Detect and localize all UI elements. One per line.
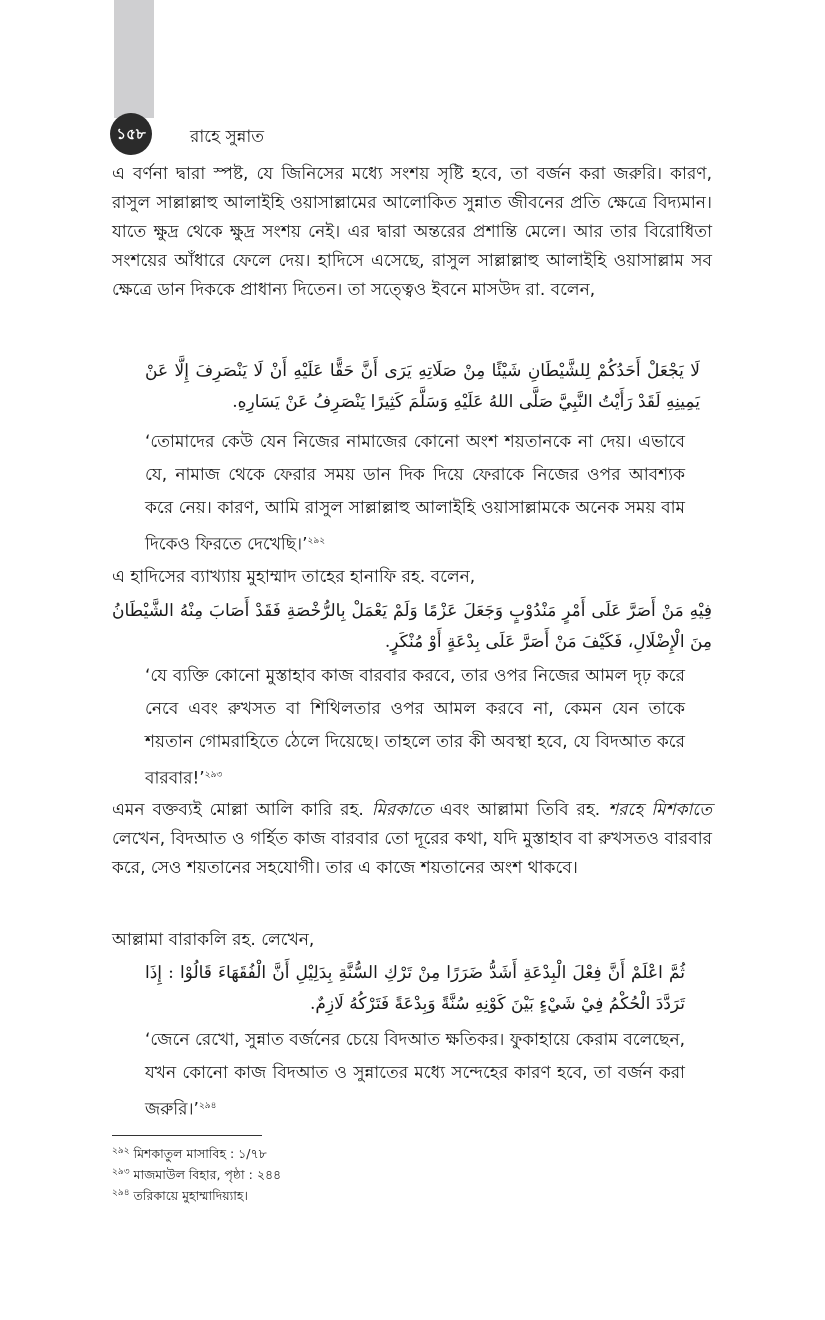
footnote-294: $^{২৯৪}$ তরিকায়ে মুহাম্মাদিয়্যাহ।	[112, 1188, 248, 1204]
footnote-292: $^{২৯২}$ মিশকাতুল মাসাবিহ : ১/৭৮	[112, 1146, 267, 1162]
quote-2-text: ‘যে ব্যক্তি কোনো মুস্তাহাব কাজ বারবার করবে, তার ওপর নিজের আমল দৃঢ় করে নেবে এবং রুখসত বা শিথিলতার ওপর আমল করবে না, কেমন যেন তাকে শয়তান গোমরাহিতে ঠেলে দিয়েছে। তাহলে তার কী অবস্থা হবে, যে বিদআত করে বারবার!’	[145, 666, 685, 789]
quote-translation-2	[145, 660, 685, 796]
running-title: রাহে সুন্নাত	[190, 127, 265, 147]
footnote-divider	[112, 1135, 262, 1136]
paragraph-barkali-intro: আল্লামা বারাকলি রহ. লেখেন,	[112, 930, 315, 950]
quote-translation-3	[145, 1024, 685, 1127]
arabic-hadith-2: فِيْهِ مَنْ أَصَرَّ عَلَى أَمْرٍ مَنْدُوْبٍ وَجَعَلَ عَزْمًا وَلَمْ يَعْمَلْ بِالرُّخْصَةِ فَقَدْ أَصَابَ مِنْهُ الشَّيْطَانُ مِنَ الْإِضْلَالِ، فَكَيْفَ مَنْ أَصَرَّ عَلَى بِدْعَةٍ أَوْ مُنْكَرٍ.	[112, 601, 712, 652]
footnote-ref-293: ২৯৩	[204, 770, 223, 780]
paragraph-scholars: এমন বক্তব্যই মোল্লা আলি কারি রহ. মিরকাতে এবং আল্লামা তিবি রহ. শরহে মিশকাতে লেখেন, বিদআত ও গর্হিত কাজ বারবার তো দূরের কথা, যদি মুস্তাহাব বা রুখসতও বারবার করে, সেও শয়তানের সহযোগী। তার এ কাজে শয়তানের অংশ থাকবে।	[112, 800, 712, 878]
quote-translation-1	[145, 426, 685, 562]
arabic-hadith-1: لَا يَجْعَلْ أَحَدُكُمْ لِلشَّيْطَانِ شَيْئًا مِنْ صَلَاتِهِ يَرَى أَنَّ حَقًّا عَلَيْهِ أَنْ لَا يَنْصَرِفَ إِلَّا عَنْ يَمِينِهِ لَقَدْ رَأَيْتُ النَّبِيَّ صَلَّى اللهُ عَلَيْهِ وَسَلَّمَ كَثِيرًا يَنْصَرِفُ عَنْ يَسَارِهِ.	[145, 361, 700, 412]
footnotes	[112, 1142, 281, 1205]
footnote-293: $^{২৯৩}$ মাজমাউল বিহার, পৃষ্ঠা : ২৪৪	[112, 1167, 282, 1183]
chapter-tab-strip	[114, 0, 154, 118]
footnote-ref-292: ২৯২	[307, 536, 326, 546]
paragraph-commentary-intro: এ হাদিসের ব্যাখ্যায় মুহাম্মাদ তাহের হানাফি রহ. বলেন,	[112, 567, 476, 587]
footnote-ref-294: ২৯৪	[198, 1101, 217, 1111]
arabic-quote-3: ثُمَّ اعْلَمْ أَنَّ فِعْلَ الْبِدْعَةِ أَشَدُّ ضَرَرًا مِنْ تَرْكِ السُّنَّةِ بِدَلِيْلِ أَنَّ الْفُقَهَاءَ قَالُوْا : إِذَا تَرَدَّدَ الْحُكْمُ فِيْ شَيْءٍ بَيْنَ كَوْنِهِ سُنَّةً وَبِدْعَةً فَتَرْكُهُ لَازِمٌ.	[145, 963, 685, 1014]
page-number-badge: ১৫৮	[110, 113, 152, 155]
paragraph-intro: এ বর্ণনা দ্বারা স্পষ্ট, যে জিনিসের মধ্যে সংশয় সৃষ্টি হবে, তা বর্জন করা জরুরি। কারণ, রাসুল সাল্লাল্লাহু আলাইহি ওয়াসাল্লামের আলোকিত সুন্নাত জীবনের প্রতি ক্ষেত্রে বিদ্যমান। যাতে ক্ষুদ্র থেকে ক্ষুদ্র সংশয় নেই। এর দ্বারা অন্তরের প্রশান্তি মেলে। আর তার বিরোধিতা সংশয়ের আঁধারে ফেলে দেয়। হাদিসে এসেছে, রাসুল সাল্লাল্লাহু আলাইহি ওয়াসাল্লাম সব ক্ষেত্রে ডান দিককে প্রাধান্য দিতেন। তা সত্ত্বেও ইবনে মাসউদ রা. বলেন,	[112, 164, 712, 300]
book-title-mirqat: মিরকাতে	[371, 800, 432, 820]
quote-3-text: ‘জেনে রেখো, সুন্নাত বর্জনের চেয়ে বিদআত ক্ষতিকর। ফুকাহায়ে কেরাম বলেছেন, যখন কোনো কাজ বিদআত ও সুন্নাতের মধ্যে সন্দেহের কারণ হবে, তা বর্জন করা জরুরি।’	[145, 1030, 685, 1120]
book-title-sharh-mishkat: শরহে মিশকাতে	[608, 800, 712, 820]
quote-1-text: ‘তোমাদের কেউ যেন নিজের নামাজের কোনো অংশ শয়তানকে না দেয়। এভাবে যে, নামাজ থেকে ফেরার সময় ডান দিক দিয়ে ফেরাকে নিজের ওপর আবশ্যক করে নেয়। কারণ, আমি রাসুল সাল্লাল্লাহু আলাইহি ওয়াসাল্লামকে অনেক সময় বাম দিকেও ফিরতে দেখেছি।’	[145, 432, 685, 555]
